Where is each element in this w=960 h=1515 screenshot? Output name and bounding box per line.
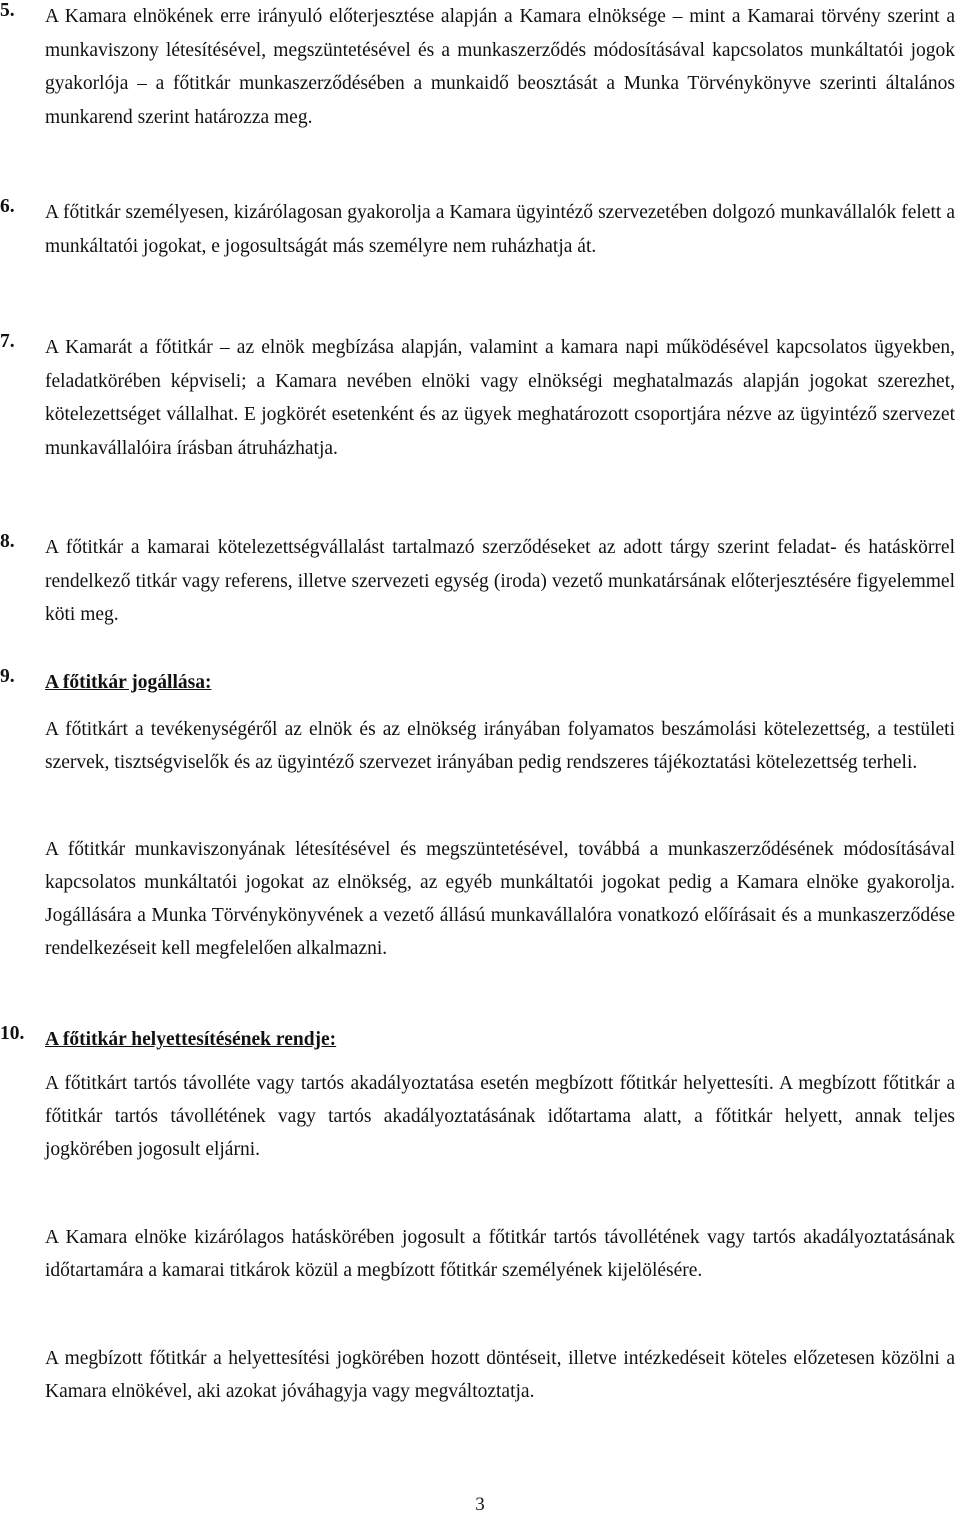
section-9-paragraph-2: [45, 833, 955, 965]
section-text: A főtitkár a kamarai kötelezettségvállalást tartalmazó szerződéseket az adott tárgy szerint feladat- és hatáskörrel rendelkező titkár vagy referens, illetve szervezeti egység (iroda) vezető munkatársának előterjesztésére figyelemmel köti meg.: [45, 537, 955, 625]
section-text: A Kamara elnökének erre irányuló előterjesztése alapján a Kamara elnöksége – mint a Kamarai törvény szerint a munkaviszony létesítésével, megszüntetésével és a munkaszerződés módosításával kapcsolatos munkáltatói jogok gyakorlója – a főtitkár munkaszerződésében a munkaidő beosztását a Munka Törvénykönyve szerinti általános munkarend szerint határozza meg.: [45, 6, 955, 128]
section-heading: A főtitkár jogállása:: [45, 672, 212, 693]
section-8: [0, 531, 955, 632]
section-10-paragraph-2: [45, 1221, 955, 1287]
page-number: 3: [475, 1494, 485, 1515]
section-number: 9.: [0, 666, 15, 687]
paragraph: A megbízott főtitkár a helyettesítési jogkörében hozott döntéseit, illetve intézkedéseit köteles előzetesen közölni a Kamara elnökével, aki azokat jóváhagyja vagy megváltoztatja.: [45, 1348, 955, 1402]
section-10-paragraph-1: [45, 1067, 955, 1166]
section-number: 8.: [0, 531, 15, 552]
section-5: [0, 0, 955, 134]
section-number: 5.: [0, 0, 15, 21]
section-7: [0, 331, 955, 465]
section-6: [0, 196, 955, 263]
section-9: [0, 666, 955, 699]
paragraph: A főtitkárt tartós távolléte vagy tartós akadályoztatása esetén megbízott főtitkár helyettesíti. A megbízott főtitkár a főtitkár tartós távollétének vagy tartós akadályoztatásának időtartama alatt, a főtitkár helyett, annak teljes jogkörében jogosult eljárni.: [45, 1073, 955, 1160]
section-number: 7.: [0, 331, 15, 352]
paragraph: A főtitkár munkaviszonyának létesítésével és megszüntetésével, továbbá a munkaszerződésének módosításával kapcsolatos munkáltatói jogokat az elnökség, az egyéb munkáltatói jogokat pedig a Kamara elnöke gyakorolja. Jogállására a Munka Törvénykönyvének a vezető állású munkavállalóra vonatkozó előírásait és a munkaszerződése rendelkezéseit kell megfelelően alkalmazni.: [45, 839, 955, 959]
section-number: 6.: [0, 196, 15, 217]
section-heading: A főtitkár helyettesítésének rendje:: [45, 1029, 337, 1050]
paragraph: A Kamara elnöke kizárólagos hatáskörében jogosult a főtitkár tartós távollétének vagy tartós akadályoztatásának időtartamára a kamarai titkárok közül a megbízott főtitkár személyének kijelölésére.: [45, 1227, 955, 1281]
section-9-paragraph-1: [45, 713, 955, 779]
section-10: [0, 1023, 955, 1056]
paragraph: A főtitkárt a tevékenységéről az elnök és az elnökség irányában folyamatos beszámolási kötelezettség, a testületi szervek, tisztségviselők és az ügyintéző szervezet irányában pedig rendszeres tájékoztatási kötelezettség terheli.: [45, 719, 955, 773]
section-text: A Kamarát a főtitkár – az elnök megbízása alapján, valamint a kamara napi működésével kapcsolatos ügyekben, feladatkörében képviseli; a Kamara nevében elnöki vagy elnökségi meghatalmazás alapján jogokat szerezhet, kötelezettséget vállalhat. E jogkörét esetenként és az ügyek meghatározott csoportjára nézve az ügyintéző szervezet munkavállalóira írásban átruházhatja.: [45, 337, 955, 459]
section-text: A főtitkár személyesen, kizárólagosan gyakorolja a Kamara ügyintéző szervezetében dolgozó munkavállalók felett a munkáltatói jogokat, e jogosultságát más személyre nem ruházhatja át.: [45, 202, 955, 257]
section-number: 10.: [0, 1023, 25, 1044]
section-10-paragraph-3: [45, 1342, 955, 1408]
